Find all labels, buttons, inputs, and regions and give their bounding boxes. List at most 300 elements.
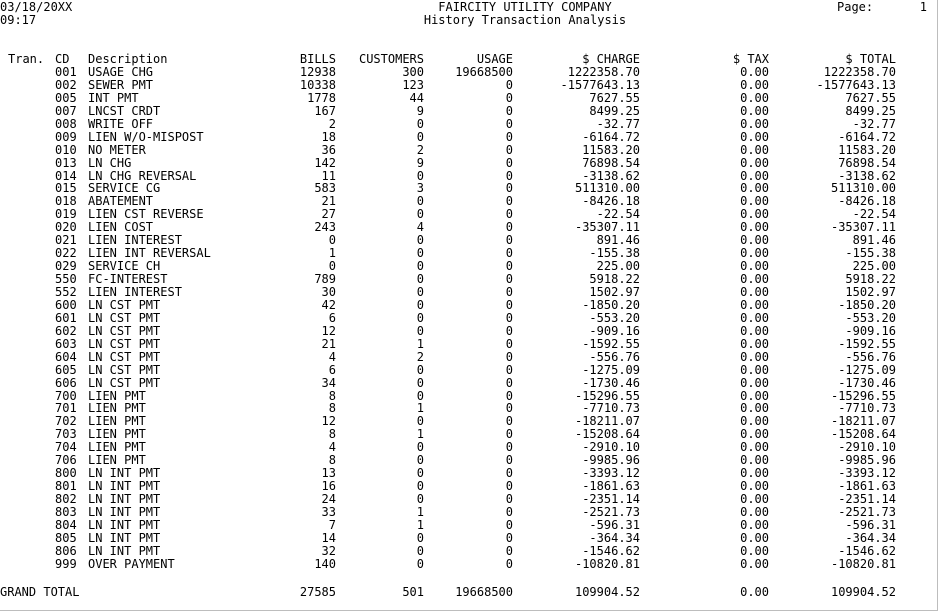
row-bills: 6 (328, 362, 336, 377)
row-total: 1502.97 (845, 284, 896, 299)
row-code: 805 (55, 530, 77, 545)
row-usage: 0 (505, 272, 513, 287)
row-total: -1861.63 (838, 479, 896, 494)
row-bills: 21 (321, 194, 336, 209)
row-customers: 1 (416, 336, 424, 351)
col-header-customers: CUSTOMERS (358, 52, 424, 66)
row-total: -909.16 (845, 323, 896, 338)
row-usage: 0 (505, 142, 513, 157)
row-usage: 0 (505, 453, 513, 468)
row-charge: 891.46 (596, 233, 640, 248)
row-code: 604 (55, 349, 77, 364)
row-code: 005 (55, 90, 77, 105)
row-customers: 0 (416, 375, 424, 390)
row-bills: 4 (328, 349, 336, 364)
row-tax: 0.00 (740, 323, 769, 338)
row-total: -1730.46 (838, 375, 896, 390)
row-usage: 0 (505, 181, 513, 196)
row-description: LIEN PMT (88, 414, 146, 429)
row-total: -2521.73 (838, 504, 896, 519)
row-description: LIEN PMT (88, 388, 146, 403)
row-charge: -3138.62 (582, 168, 640, 183)
row-charge: -8426.18 (582, 194, 640, 209)
row-tax: 0.00 (740, 194, 769, 209)
row-customers: 0 (416, 556, 424, 571)
row-bills: 34 (321, 375, 336, 390)
row-tax: 0.00 (740, 116, 769, 131)
row-bills: 167 (314, 103, 336, 118)
row-code: 802 (55, 492, 77, 507)
row-customers: 0 (416, 362, 424, 377)
row-customers: 0 (416, 233, 424, 248)
row-usage: 0 (505, 349, 513, 364)
row-code: 018 (55, 194, 77, 209)
row-bills: 10338 (299, 77, 336, 92)
row-total: -2910.10 (838, 440, 896, 455)
row-tax: 0.00 (740, 297, 769, 312)
row-customers: 1 (416, 427, 424, 442)
row-code: 803 (55, 504, 77, 519)
row-bills: 21 (321, 336, 336, 351)
row-charge: -15208.64 (574, 427, 640, 442)
row-tax: 0.00 (740, 259, 769, 274)
row-charge: -1861.63 (582, 479, 640, 494)
table-row (0, 131, 939, 144)
row-code: 605 (55, 362, 77, 377)
row-usage: 19668500 (455, 65, 513, 79)
row-description: LIEN INTEREST (88, 233, 182, 248)
row-description: SERVICE CG (88, 181, 161, 196)
row-tax: 0.00 (740, 103, 769, 118)
row-usage: 0 (505, 375, 513, 390)
row-usage: 0 (505, 556, 513, 571)
row-total: 1222358.70 (823, 65, 896, 79)
row-charge: -2910.10 (582, 440, 640, 455)
row-code: 022 (55, 246, 77, 261)
row-tax: 0.00 (740, 181, 769, 196)
table-row (0, 325, 939, 338)
row-description: FC-INTEREST (88, 272, 168, 287)
row-tax: 0.00 (740, 375, 769, 390)
table-row (0, 144, 939, 157)
row-charge: 1222358.70 (567, 65, 640, 79)
row-charge: 225.00 (596, 259, 640, 274)
row-description: NO METER (88, 142, 146, 157)
table-row (0, 532, 939, 545)
row-bills: 14 (321, 530, 336, 545)
row-description: LN CHG REVERSAL (88, 168, 197, 183)
row-description: LN INT PMT (88, 517, 161, 532)
table-row (0, 364, 939, 377)
row-usage: 0 (505, 492, 513, 507)
row-code: 007 (55, 103, 77, 118)
row-description: LN CST PMT (88, 375, 161, 390)
row-usage: 0 (505, 310, 513, 325)
row-total: 8499.25 (845, 103, 896, 118)
row-customers: 0 (416, 453, 424, 468)
row-code: 600 (55, 297, 77, 312)
row-bills: 13 (321, 466, 336, 481)
row-tax: 0.00 (740, 90, 769, 105)
row-description: LIEN INTEREST (88, 284, 182, 299)
row-description: LIEN PMT (88, 401, 146, 416)
row-total: -18211.07 (830, 414, 896, 429)
table-row (0, 312, 939, 325)
row-charge: -1592.55 (582, 336, 640, 351)
row-description: ABATEMENT (88, 194, 154, 209)
row-charge: -2521.73 (582, 504, 640, 519)
row-bills: 24 (321, 492, 336, 507)
row-usage: 0 (505, 427, 513, 442)
row-charge: 511310.00 (574, 181, 640, 196)
grand-total-bills: 27585 (299, 585, 336, 599)
row-bills: 6 (328, 310, 336, 325)
row-bills: 11 (321, 168, 336, 183)
row-charge: -9985.96 (582, 453, 640, 468)
row-bills: 2 (328, 116, 336, 131)
row-tax: 0.00 (740, 65, 769, 79)
row-charge: 76898.54 (582, 155, 640, 170)
row-total: -6164.72 (838, 129, 896, 144)
row-code: 020 (55, 220, 77, 235)
row-tax: 0.00 (740, 168, 769, 183)
row-total: -3138.62 (838, 168, 896, 183)
row-customers: 0 (416, 543, 424, 558)
row-charge: -35307.11 (574, 220, 640, 235)
row-total: -596.31 (845, 517, 896, 532)
row-customers: 1 (416, 517, 424, 532)
row-usage: 0 (505, 77, 513, 92)
report-title: History Transaction Analysis (423, 13, 627, 27)
row-tax: 0.00 (740, 349, 769, 364)
row-total: -2351.14 (838, 492, 896, 507)
row-total: -22.54 (852, 207, 896, 222)
row-tax: 0.00 (740, 155, 769, 170)
row-description: LNCST CRDT (88, 103, 161, 118)
row-code: 021 (55, 233, 77, 248)
row-usage: 0 (505, 440, 513, 455)
col-header-usage: USAGE (476, 52, 513, 66)
row-charge: -1546.62 (582, 543, 640, 558)
row-bills: 36 (321, 142, 336, 157)
row-charge: -1275.09 (582, 362, 640, 377)
row-code: 704 (55, 440, 77, 455)
row-customers: 0 (416, 207, 424, 222)
row-charge: -2351.14 (582, 492, 640, 507)
row-usage: 0 (505, 233, 513, 248)
row-usage: 0 (505, 129, 513, 144)
row-customers: 0 (416, 246, 424, 261)
row-customers: 0 (416, 116, 424, 131)
row-code: 002 (55, 77, 77, 92)
row-bills: 16 (321, 479, 336, 494)
row-code: 603 (55, 336, 77, 351)
row-description: LN CST PMT (88, 362, 161, 377)
row-bills: 0 (328, 233, 336, 248)
grand-total-customers: 501 (402, 585, 424, 599)
row-charge: -3393.12 (582, 466, 640, 481)
row-charge: 8499.25 (589, 103, 640, 118)
row-bills: 42 (321, 297, 336, 312)
row-description: LN INT PMT (88, 492, 161, 507)
row-usage: 0 (505, 220, 513, 235)
row-tax: 0.00 (740, 543, 769, 558)
row-bills: 12 (321, 414, 336, 429)
page-number: 1 (919, 0, 927, 14)
row-charge: -18211.07 (574, 414, 640, 429)
row-charge: 7627.55 (589, 90, 640, 105)
row-total: -553.20 (845, 310, 896, 325)
row-total: -35307.11 (830, 220, 896, 235)
col-header-tran: Tran. (8, 52, 45, 66)
row-bills: 1 (328, 246, 336, 261)
row-bills: 0 (328, 259, 336, 274)
row-tax: 0.00 (740, 414, 769, 429)
row-charge: -909.16 (589, 323, 640, 338)
row-tax: 0.00 (740, 440, 769, 455)
row-usage: 0 (505, 259, 513, 274)
row-customers: 44 (409, 90, 424, 105)
row-tax: 0.00 (740, 466, 769, 481)
row-code: 552 (55, 284, 77, 299)
page-label: Page: (837, 0, 874, 14)
row-tax: 0.00 (740, 207, 769, 222)
row-usage: 0 (505, 194, 513, 209)
row-total: 76898.54 (838, 155, 896, 170)
row-bills: 27 (321, 207, 336, 222)
row-usage: 0 (505, 155, 513, 170)
table-row (0, 519, 939, 532)
row-usage: 0 (505, 517, 513, 532)
row-customers: 9 (416, 155, 424, 170)
row-tax: 0.00 (740, 492, 769, 507)
row-description: LN INT PMT (88, 479, 161, 494)
row-total: -364.34 (845, 530, 896, 545)
row-tax: 0.00 (740, 479, 769, 494)
row-code: 706 (55, 453, 77, 468)
row-code: 999 (55, 556, 77, 571)
table-row (0, 79, 939, 92)
row-charge: -556.76 (589, 349, 640, 364)
row-usage: 0 (505, 530, 513, 545)
row-usage: 0 (505, 414, 513, 429)
row-customers: 0 (416, 129, 424, 144)
row-usage: 0 (505, 284, 513, 299)
row-bills: 1778 (307, 90, 336, 105)
row-total: 225.00 (852, 259, 896, 274)
row-customers: 0 (416, 530, 424, 545)
row-description: LIEN INT REVERSAL (88, 246, 211, 261)
table-row (0, 558, 939, 571)
row-bills: 789 (314, 272, 336, 287)
row-bills: 8 (328, 388, 336, 403)
row-description: LIEN PMT (88, 453, 146, 468)
company-name: FAIRCITY UTILITY COMPANY (438, 0, 612, 14)
row-total: 891.46 (852, 233, 896, 248)
grand-total-total: 109904.52 (830, 585, 896, 599)
row-code: 606 (55, 375, 77, 390)
row-code: 550 (55, 272, 77, 287)
row-total: -7710.73 (838, 401, 896, 416)
row-code: 804 (55, 517, 77, 532)
row-charge: -32.77 (596, 116, 640, 131)
row-total: -1592.55 (838, 336, 896, 351)
row-usage: 0 (505, 116, 513, 131)
row-bills: 30 (321, 284, 336, 299)
row-customers: 123 (402, 77, 424, 92)
row-description: LIEN CST REVERSE (88, 207, 204, 222)
row-charge: 11583.20 (582, 142, 640, 157)
row-description: LN CHG (88, 155, 132, 170)
row-tax: 0.00 (740, 453, 769, 468)
row-tax: 0.00 (740, 336, 769, 351)
col-header-tax: $ TAX (732, 52, 769, 66)
table-row (0, 105, 939, 118)
row-tax: 0.00 (740, 284, 769, 299)
row-code: 015 (55, 181, 77, 196)
row-bills: 8 (328, 427, 336, 442)
row-description: USAGE CHG (88, 65, 154, 79)
row-code: 010 (55, 142, 77, 157)
row-charge: -553.20 (589, 310, 640, 325)
report-date: 03/18/20XX (0, 0, 73, 14)
row-code: 806 (55, 543, 77, 558)
row-total: -1546.62 (838, 543, 896, 558)
row-description: INT PMT (88, 90, 139, 105)
row-description: LIEN PMT (88, 440, 146, 455)
row-total: -32.77 (852, 116, 896, 131)
row-total: -15208.64 (830, 427, 896, 442)
row-code: 009 (55, 129, 77, 144)
row-charge: -596.31 (589, 517, 640, 532)
row-description: LN INT PMT (88, 466, 161, 481)
row-charge: -1730.46 (582, 375, 640, 390)
col-header-total: $ TOTAL (845, 52, 896, 66)
row-bills: 33 (321, 504, 336, 519)
row-customers: 0 (416, 168, 424, 183)
row-usage: 0 (505, 168, 513, 183)
row-code: 014 (55, 168, 77, 183)
table-row (0, 545, 939, 558)
row-total: -15296.55 (830, 388, 896, 403)
row-customers: 0 (416, 310, 424, 325)
row-code: 700 (55, 388, 77, 403)
row-description: LIEN PMT (88, 427, 146, 442)
row-tax: 0.00 (740, 427, 769, 442)
row-tax: 0.00 (740, 129, 769, 144)
row-bills: 4 (328, 440, 336, 455)
table-row (0, 299, 939, 312)
grand-total-label: GRAND TOTAL (0, 585, 80, 599)
col-header-cd: CD (55, 52, 70, 66)
row-usage: 0 (505, 543, 513, 558)
row-description: SEWER PMT (88, 77, 154, 92)
row-customers: 1 (416, 504, 424, 519)
row-code: 602 (55, 323, 77, 338)
row-description: LN CST PMT (88, 310, 161, 325)
row-bills: 583 (314, 181, 336, 196)
row-tax: 0.00 (740, 77, 769, 92)
row-description: LN CST PMT (88, 323, 161, 338)
row-customers: 0 (416, 297, 424, 312)
row-charge: -22.54 (596, 207, 640, 222)
row-customers: 9 (416, 103, 424, 118)
row-code: 801 (55, 479, 77, 494)
row-code: 008 (55, 116, 77, 131)
row-code: 001 (55, 65, 77, 79)
row-total: -10820.81 (830, 556, 896, 571)
row-usage: 0 (505, 388, 513, 403)
row-charge: 5918.22 (589, 272, 640, 287)
row-usage: 0 (505, 362, 513, 377)
row-customers: 0 (416, 259, 424, 274)
row-total: 5918.22 (845, 272, 896, 287)
row-usage: 0 (505, 103, 513, 118)
row-total: -155.38 (845, 246, 896, 261)
row-tax: 0.00 (740, 517, 769, 532)
row-total: -8426.18 (838, 194, 896, 209)
row-description: LN INT PMT (88, 530, 161, 545)
row-usage: 0 (505, 466, 513, 481)
table-row (0, 377, 939, 390)
row-description: OVER PAYMENT (88, 556, 175, 571)
row-customers: 3 (416, 181, 424, 196)
row-tax: 0.00 (740, 362, 769, 377)
row-code: 029 (55, 259, 77, 274)
row-usage: 0 (505, 401, 513, 416)
row-charge: 1502.97 (589, 284, 640, 299)
report-time: 09:17 (0, 13, 37, 27)
table-row (0, 92, 939, 105)
row-tax: 0.00 (740, 142, 769, 157)
table-row (0, 506, 939, 519)
row-tax: 0.00 (740, 310, 769, 325)
row-bills: 7 (328, 517, 336, 532)
row-charge: -7710.73 (582, 401, 640, 416)
row-code: 601 (55, 310, 77, 325)
row-bills: 32 (321, 543, 336, 558)
row-bills: 140 (314, 556, 336, 571)
row-charge: -6164.72 (582, 129, 640, 144)
row-description: SERVICE CH (88, 259, 161, 274)
row-description: LN CST PMT (88, 349, 161, 364)
row-charge: -364.34 (589, 530, 640, 545)
row-tax: 0.00 (740, 233, 769, 248)
row-charge: -155.38 (589, 246, 640, 261)
row-bills: 18 (321, 129, 336, 144)
row-tax: 0.00 (740, 530, 769, 545)
row-tax: 0.00 (740, 556, 769, 571)
row-customers: 0 (416, 388, 424, 403)
row-tax: 0.00 (740, 272, 769, 287)
row-charge: -1577643.13 (560, 77, 640, 92)
row-total: -9985.96 (838, 453, 896, 468)
row-charge: -1850.20 (582, 297, 640, 312)
row-bills: 8 (328, 453, 336, 468)
row-customers: 0 (416, 414, 424, 429)
table-row (0, 118, 939, 131)
row-usage: 0 (505, 297, 513, 312)
row-customers: 4 (416, 220, 424, 235)
row-total: -3393.12 (838, 466, 896, 481)
grand-total-tax: 0.00 (740, 585, 769, 599)
row-bills: 142 (314, 155, 336, 170)
row-total: -556.76 (845, 349, 896, 364)
row-customers: 0 (416, 479, 424, 494)
row-total: -1275.09 (838, 362, 896, 377)
row-charge: -15296.55 (574, 388, 640, 403)
row-total: 511310.00 (830, 181, 896, 196)
